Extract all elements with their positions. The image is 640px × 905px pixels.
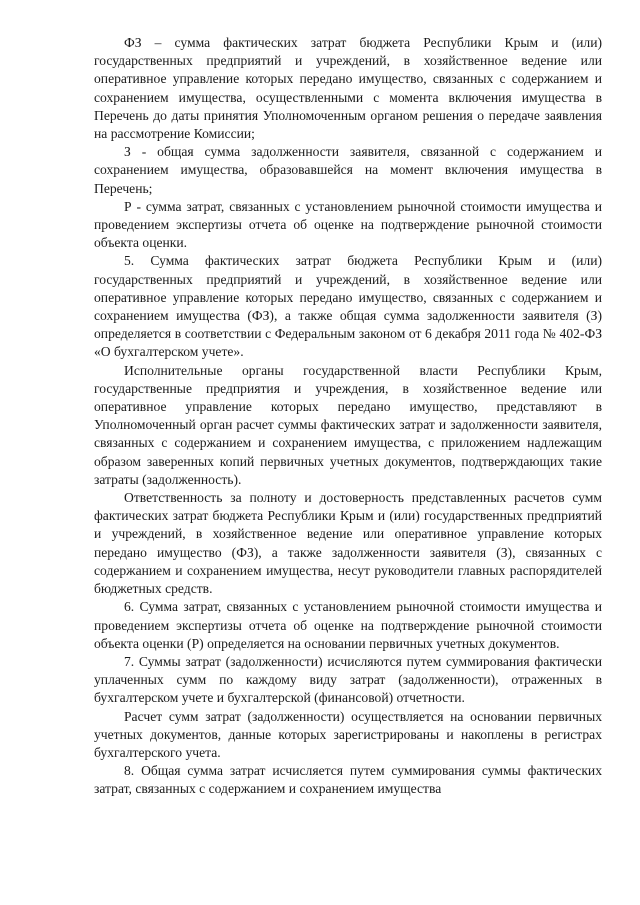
paragraph-item-8: 8. Общая сумма затрат исчисляется путем суммирования суммы фактических затрат, связанных с содержанием и сохранением имущества: [94, 763, 602, 797]
paragraph-item-6: 6. Сумма затрат, связанных с установлением рыночной стоимости имущества и проведением экспертизы отчета об оценке на подтверждение рыночной стоимости объекта оценки (Р) определяется на основании первичных учетных документов.: [94, 599, 602, 651]
paragraph-executive-bodies: Исполнительные органы государственной власти Республики Крым, государственные предприятия и учреждения, в хозяйственное ведение или оперативное управление которых передано имущество, представляют в Уполномоченный орган расчет суммы фактических затрат и задолженности заявителя, связанных с содержанием и сохранением имущества, с приложением надлежащим образом заверенных копий первичных учетных документов, подтверждающих такие затраты (задолженность).: [94, 362, 602, 487]
paragraph-item-7: 7. Суммы затрат (задолженности) исчисляются путем суммирования фактически уплаченных сумм по каждому виду затрат (задолженности), отраженных в бухгалтерском учете и бухгалтерской (финансовой) отчетности.: [94, 653, 602, 706]
paragraph-calculation: Расчет сумм затрат (задолженности) осуществляется на основании первичных учетных документов, данные которых зарегистрированы и накоплены в регистрах бухгалтерского учета.: [94, 708, 602, 760]
paragraph-responsibility: Ответственность за полноту и достоверность представленных расчетов сумм фактических затрат бюджета Республики Крым и (или) государственных предприятий и учреждений, в хозяйственное ведение или оперативное управление которых передано имущество (ФЗ), а также задолженности заявителя (З), связанных с содержанием и сохранением имущества, несут руководители главных распорядителей бюджетных средств.: [94, 490, 602, 597]
paragraph-item-5: 5. Сумма фактических затрат бюджета Республики Крым и (или) государственных предприятий и учреждений, в хозяйственное ведение или оперативное управление которых передано имущество, связанных с содержанием и сохранением имущества (ФЗ), а также общая сумма задолженности заявителя (З) определяется в соответствии с Федеральным законом от 6 декабря 2011 года № 402-ФЗ «О бухгалтерском учете».: [94, 253, 602, 360]
paragraph-z-definition: З - общая сумма задолженности заявителя, связанной с содержанием и сохранением имущества, образовавшейся на момент включения имущества в Перечень;: [94, 144, 602, 196]
paragraph-r-definition: Р - сумма затрат, связанных с установлением рыночной стоимости имущества и проведением экспертизы отчета об оценке на подтверждение рыночной стоимости объекта оценки.: [94, 198, 602, 251]
paragraph-fz-definition: ФЗ – сумма фактических затрат бюджета Республики Крым и (или) государственных предприятий и учреждений, в хозяйственное ведение или оперативное управление которых передано имущество, связанных с содержанием и сохранением имущества, осуществленными с момента включения имущества в Перечень до даты принятия Уполномоченным органом решения о передаче заявления на рассмотрение Комиссии;: [94, 35, 602, 142]
